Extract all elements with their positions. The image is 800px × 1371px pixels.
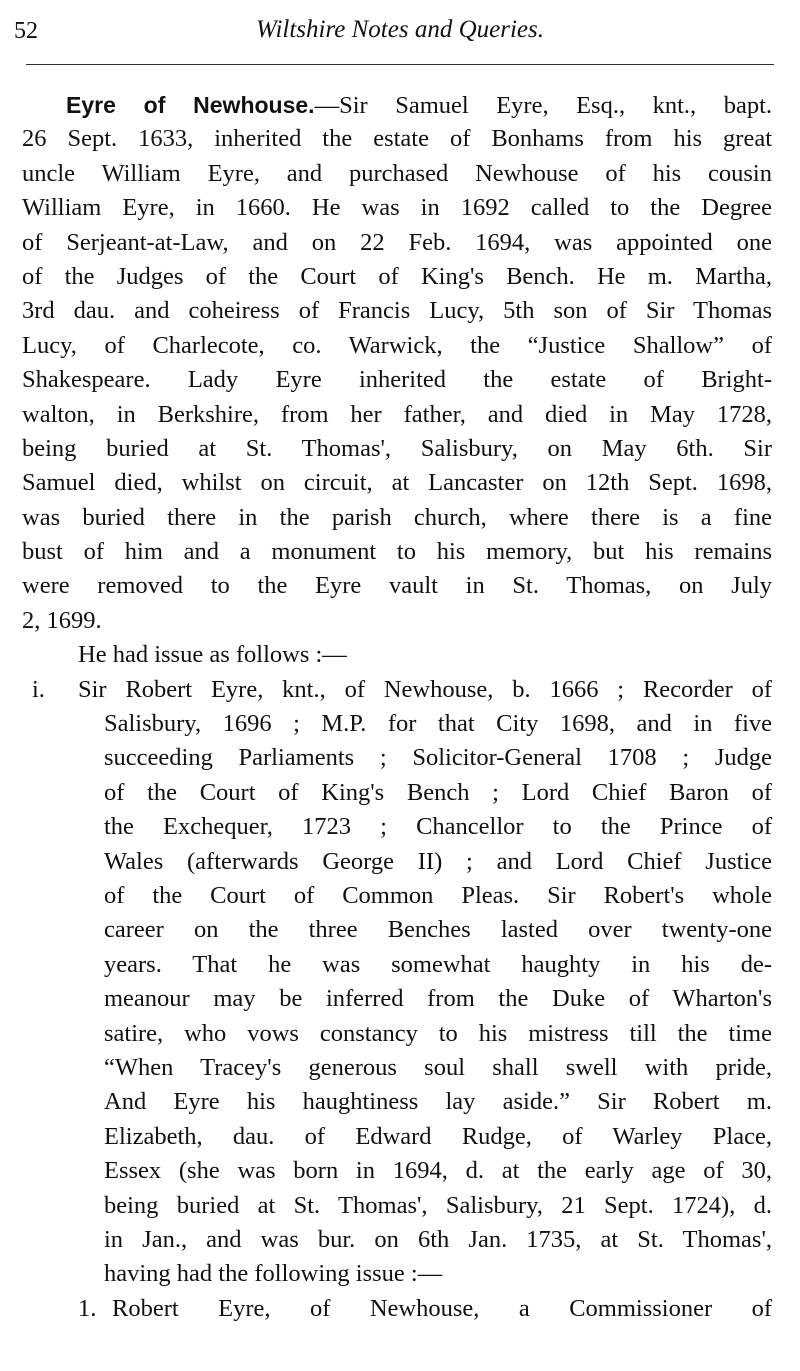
running-title: Wiltshire Notes and Queries. [256,16,544,43]
paragraph-line: of Serjeant-at-Law, and on 22 Feb. 1694, was appointed one [22,228,772,256]
list-item-line: satire, who vows constancy to his mistress till the time [104,1019,772,1047]
list-item-line: the Exchequer, 1723 ; Chancellor to the Prince of [104,813,772,841]
list-item-line: career on the three Benches lasted over twenty-one [104,916,772,944]
issue-intro: He had issue as follows :— [78,641,347,669]
paragraph-line: uncle William Eyre, and purchased Newhouse of his cousin [22,159,772,187]
paragraph-line: Lucy, of Charlecote, co. Warwick, the “Justice Shallow” of [22,331,772,359]
paragraph-line: walton, in Berkshire, from her father, and died in May 1728, [22,400,772,428]
paragraph-text: —Sir Samuel Eyre, Esq., knt., bapt. [314,92,772,119]
paragraph-line: Samuel died, whilst on circuit, at Lancaster on 12th Sept. 1698, [22,469,772,497]
list-item-i [22,673,772,707]
list-item-line: Elizabeth, dau. of Edward Rudge, of Warley Place, [104,1122,772,1150]
sub-list-item-text: Robert Eyre, of Newhouse, a Commissioner of [112,1294,772,1322]
list-item-text: Sir Robert Eyre, knt., of Newhouse, b. 1666 ; Recorder of [78,675,772,703]
list-item-line: having had the following issue :— [104,1260,443,1288]
list-item-line: being buried at St. Thomas', Salisbury, 21 Sept. 1724), d. [104,1191,772,1219]
list-item-line: in Jan., and was bur. on 6th Jan. 1735, at St. Thomas', [104,1225,772,1253]
paragraph-line: was buried there in the parish church, where there is a fine [22,503,772,531]
paragraph-line: Shakespeare. Lady Eyre inherited the estate of Bright- [22,366,772,394]
page-number: 52 [14,18,38,44]
paragraph-line: 3rd dau. and coheiress of Francis Lucy, 5th son of Sir Thomas [22,297,772,325]
list-item-line: meanour may be inferred from the Duke of Wharton's [104,985,772,1013]
paragraph-line: William Eyre, in 1660. He was in 1692 called to the Degree [22,194,772,222]
header-rule [26,64,774,65]
list-item-line: years. That he was somewhat haughty in his de- [104,950,772,978]
paragraph-line: bust of him and a monument to his memory, but his remains [22,538,772,566]
list-marker: i. [32,675,45,703]
list-item-line: of the Court of Common Pleas. Sir Robert's whole [104,881,772,909]
paragraph-line: 2, 1699. [22,606,102,634]
list-item-line: Salisbury, 1696 ; M.P. for that City 1698, and in five [104,710,772,738]
paragraph-line: of the Judges of the Court of King's Bench. He m. Martha, [22,262,772,290]
list-item-line: “When Tracey's generous soul shall swell with pride, [104,1053,772,1081]
list-item-line: of the Court of King's Bench ; Lord Chief Baron of [104,778,772,806]
list-item-line: succeeding Parliaments ; Solicitor-General 1708 ; Judge [104,744,772,772]
entry-heading: Eyre of Newhouse. [66,92,315,118]
list-item-line: Essex (she was born in 1694, d. at the early age of 30, [104,1157,772,1185]
list-item-line: And Eyre his haughtiness lay aside.” Sir Robert m. [104,1088,772,1116]
paragraph-line [22,88,772,122]
list-item-line: Wales (afterwards George II) ; and Lord Chief Justice [104,847,772,875]
paragraph-line: being buried at St. Thomas', Salisbury, on May 6th. Sir [22,434,772,462]
sub-list-marker: 1. [78,1294,97,1322]
paragraph-line: 26 Sept. 1633, inherited the estate of Bonhams from his great [22,125,772,153]
body-text [22,88,772,1326]
sub-list-item-1 [22,1292,772,1326]
paragraph-line: were removed to the Eyre vault in St. Thomas, on July [22,572,772,600]
